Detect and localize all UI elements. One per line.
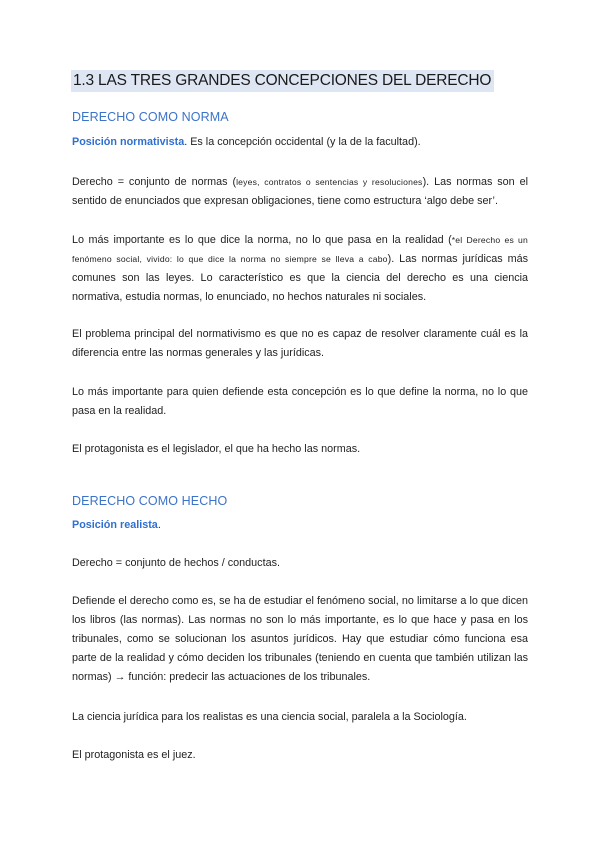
paragraph-definicion-hechos: Derecho = conjunto de hechos / conductas. (72, 557, 280, 569)
paragraph-protagonista: El protagonista es el legislador, el que ha hecho las normas. (72, 443, 361, 455)
paragraph-text: ). Las normas jurídicas más comunes son las leyes. Lo característico es que la ciencia del derecho es una ciencia normativa, estudia normas, lo enunciado, no hechos naturales ni sociales. (72, 253, 528, 303)
bold-term: Posición normativista (72, 136, 185, 148)
section-heading-hecho: DERECHO COMO HECHO (72, 494, 228, 508)
page-title: 1.3 LAS TRES GRANDES CONCEPCIONES DEL DERECHO (71, 70, 494, 92)
paragraph-text: . Es la concepción occidental (y la de la facultad). (184, 136, 421, 148)
paragraph-text: . (157, 519, 161, 531)
paragraph-text: Lo más importante es lo que dice la norma, no lo que pasa en la realidad ( (72, 234, 452, 246)
paragraph-defiende: Lo más importante para quien defiende esta concepción es lo que define la norma, no lo que pasa en la realidad. (72, 386, 528, 417)
small-note: *el Derecho es un fenómeno social, vivido: lo que dice la norma no siempre se lleva a cabo (72, 235, 529, 264)
paragraph-text: Derecho = conjunto de normas ( (72, 176, 237, 188)
paragraph-ciencia-juridica: La ciencia jurídica para los realistas es una ciencia social, paralela a la Sociología. (72, 711, 467, 723)
paragraph-normativista (72, 133, 528, 152)
paragraph-text: ). Las normas son el sentido de enunciados que expresan obligaciones, tiene como estructura ‘algo debe ser’. (72, 176, 528, 207)
paragraph-realista (72, 516, 528, 535)
paragraph-problema: El problema principal del normativismo es que no es capaz de resolver claramente cuál es la diferencia entre las normas generales y las jurídicas. (72, 328, 528, 359)
section-heading-norma: DERECHO COMO NORMA (72, 110, 229, 124)
bold-term: Posición realista (72, 519, 158, 531)
small-note: leyes, contratos o sentencias y resoluciones (236, 177, 423, 187)
paragraph-defiende-derecho: Defiende el derecho como es, se ha de estudiar el fenómeno social, no limitarse a lo que dicen los libros (las normas). Las normas no son lo más importante, es lo que hace y pasa en los tribunales, como se solucionan los asuntos jurídicos. Hay que estudiar cómo funciona esa parte de la realidad y cómo deciden los tribunales (teniendo en cuenta que también utilizan las normas) → función: predecir las actuaciones de los tribunales. (72, 595, 528, 683)
paragraph-protagonista-juez: El protagonista es el juez. (72, 749, 196, 761)
paragraph-importancia (72, 231, 528, 307)
paragraph-definicion (72, 173, 528, 211)
